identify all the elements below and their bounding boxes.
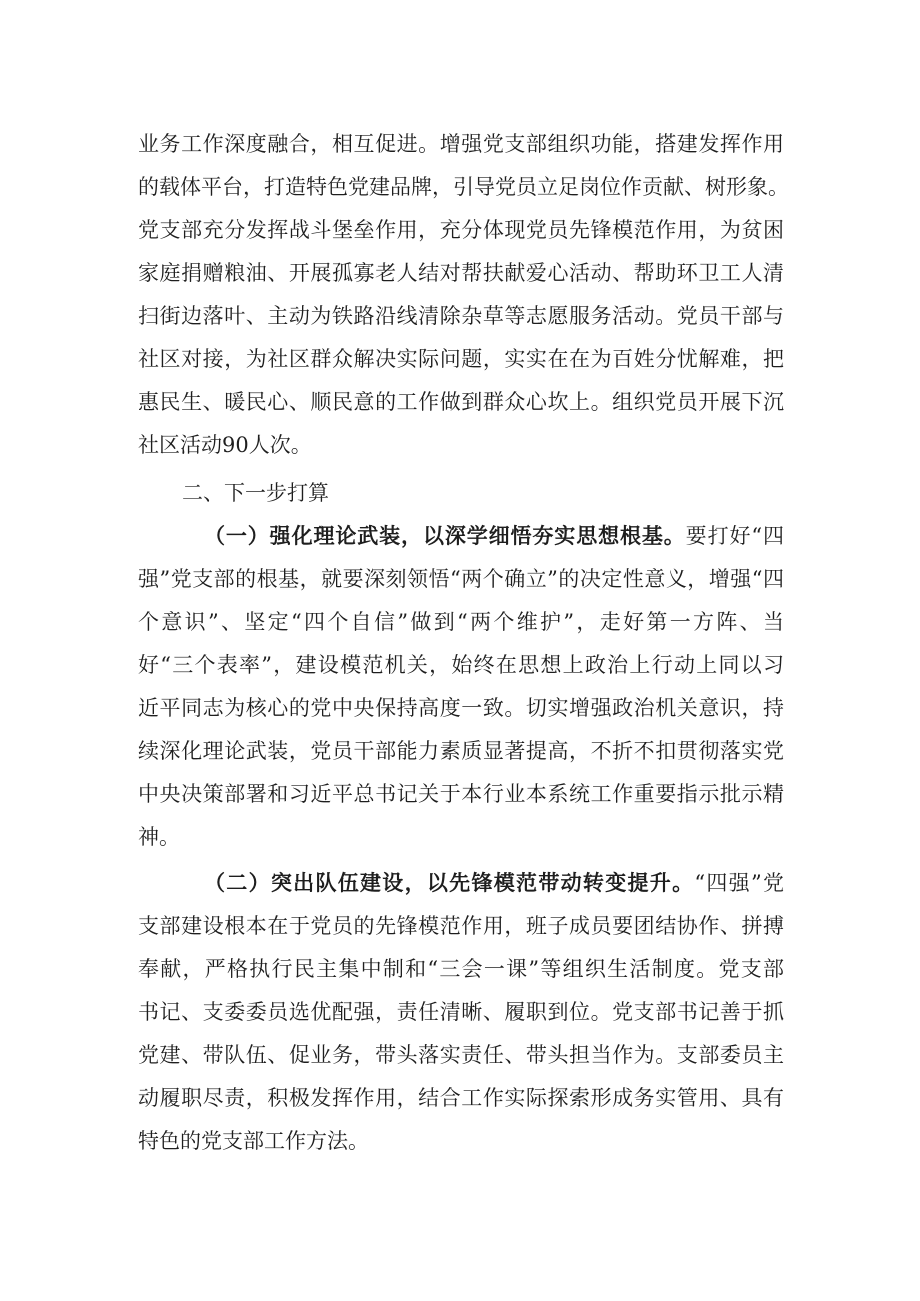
paragraph-line: 动履职尽责，积极发挥作用，结合工作实际探索形成务实管用、具有 [138,1086,784,1110]
paragraph-line: 近平同志为核心的党中央保持高度一致。切实增强政治机关意识，持 [138,696,784,720]
paragraph-line: 书记、支委委员选优配强，责任清晰、履职到位。党支部书记善于抓 [138,1000,784,1024]
paragraph-line: 强”党支部的根基，就要深刻领悟“两个确立”的决定性意义，增强“四 [138,567,784,591]
paragraph-line: 党建、带队伍、促业务，带头落实责任、带头担当作为。支部委员主 [138,1043,784,1067]
paragraph-line: 业务工作深度融合，相互促进。增强党支部组织功能，搭建发挥作用 [138,132,784,156]
paragraph-line: 惠民生、暖民心、顺民意的工作做到群众心坎上。组织党员开展下沉 [138,390,784,414]
paragraph-line: 中央决策部署和习近平总书记关于本行业本系统工作重要指示批示精 [138,782,784,806]
paragraph-line: 党支部充分发挥战斗堡垒作用，充分体现党员先锋模范作用，为贫困 [138,218,784,242]
item1-title: （一）强化理论武装，以深学细悟夯实思想根基。 [204,523,686,548]
paragraph-line: 扫街边落叶、主动为铁路沿线清除杂草等志愿服务活动。党员干部与 [138,304,784,328]
paragraph-line: 家庭捐赠粮油、开展孤寡老人结对帮扶献爱心活动、帮助环卫工人清 [138,261,784,285]
item1-first-line-rest: 要打好“四 [685,524,784,548]
section-heading: 二、下一步打算 [182,481,329,505]
paragraph-line: 社区对接，为社区群众解决实际问题，实实在在为百姓分忧解难，把 [138,347,784,371]
paragraph-line: 社区活动90人次。 [138,433,312,457]
paragraph-line: 支部建设根本在于党员的先锋模范作用，班子成员要团结协作、拼搏 [138,914,784,938]
paragraph-line: 续深化理论武装，党员干部能力素质显著提高，不折不扣贯彻落实党 [138,739,784,763]
item2-first-line-rest: “四强”党 [694,871,784,895]
item1-first-line [204,519,784,553]
item2-first-line [204,866,784,900]
paragraph-line: 特色的党支部工作方法。 [138,1129,369,1153]
paragraph-line: 的载体平台，打造特色党建品牌，引导党员立足岗位作贡献、树形象。 [138,175,789,199]
paragraph-line: 好“三个表率”，建设模范机关，始终在思想上政治上行动上同以习 [138,653,784,677]
paragraph-line: 个意识”、坚定“四个自信”做到“两个维护”，走好第一方阵、当 [138,610,784,634]
paragraph-line: 奉献，严格执行民主集中制和“三会一课”等组织生活制度。党支部 [138,957,784,981]
paragraph-line: 神。 [138,825,180,849]
item2-title: （二）突出队伍建设，以先锋模范带动转变提升。 [204,870,695,895]
